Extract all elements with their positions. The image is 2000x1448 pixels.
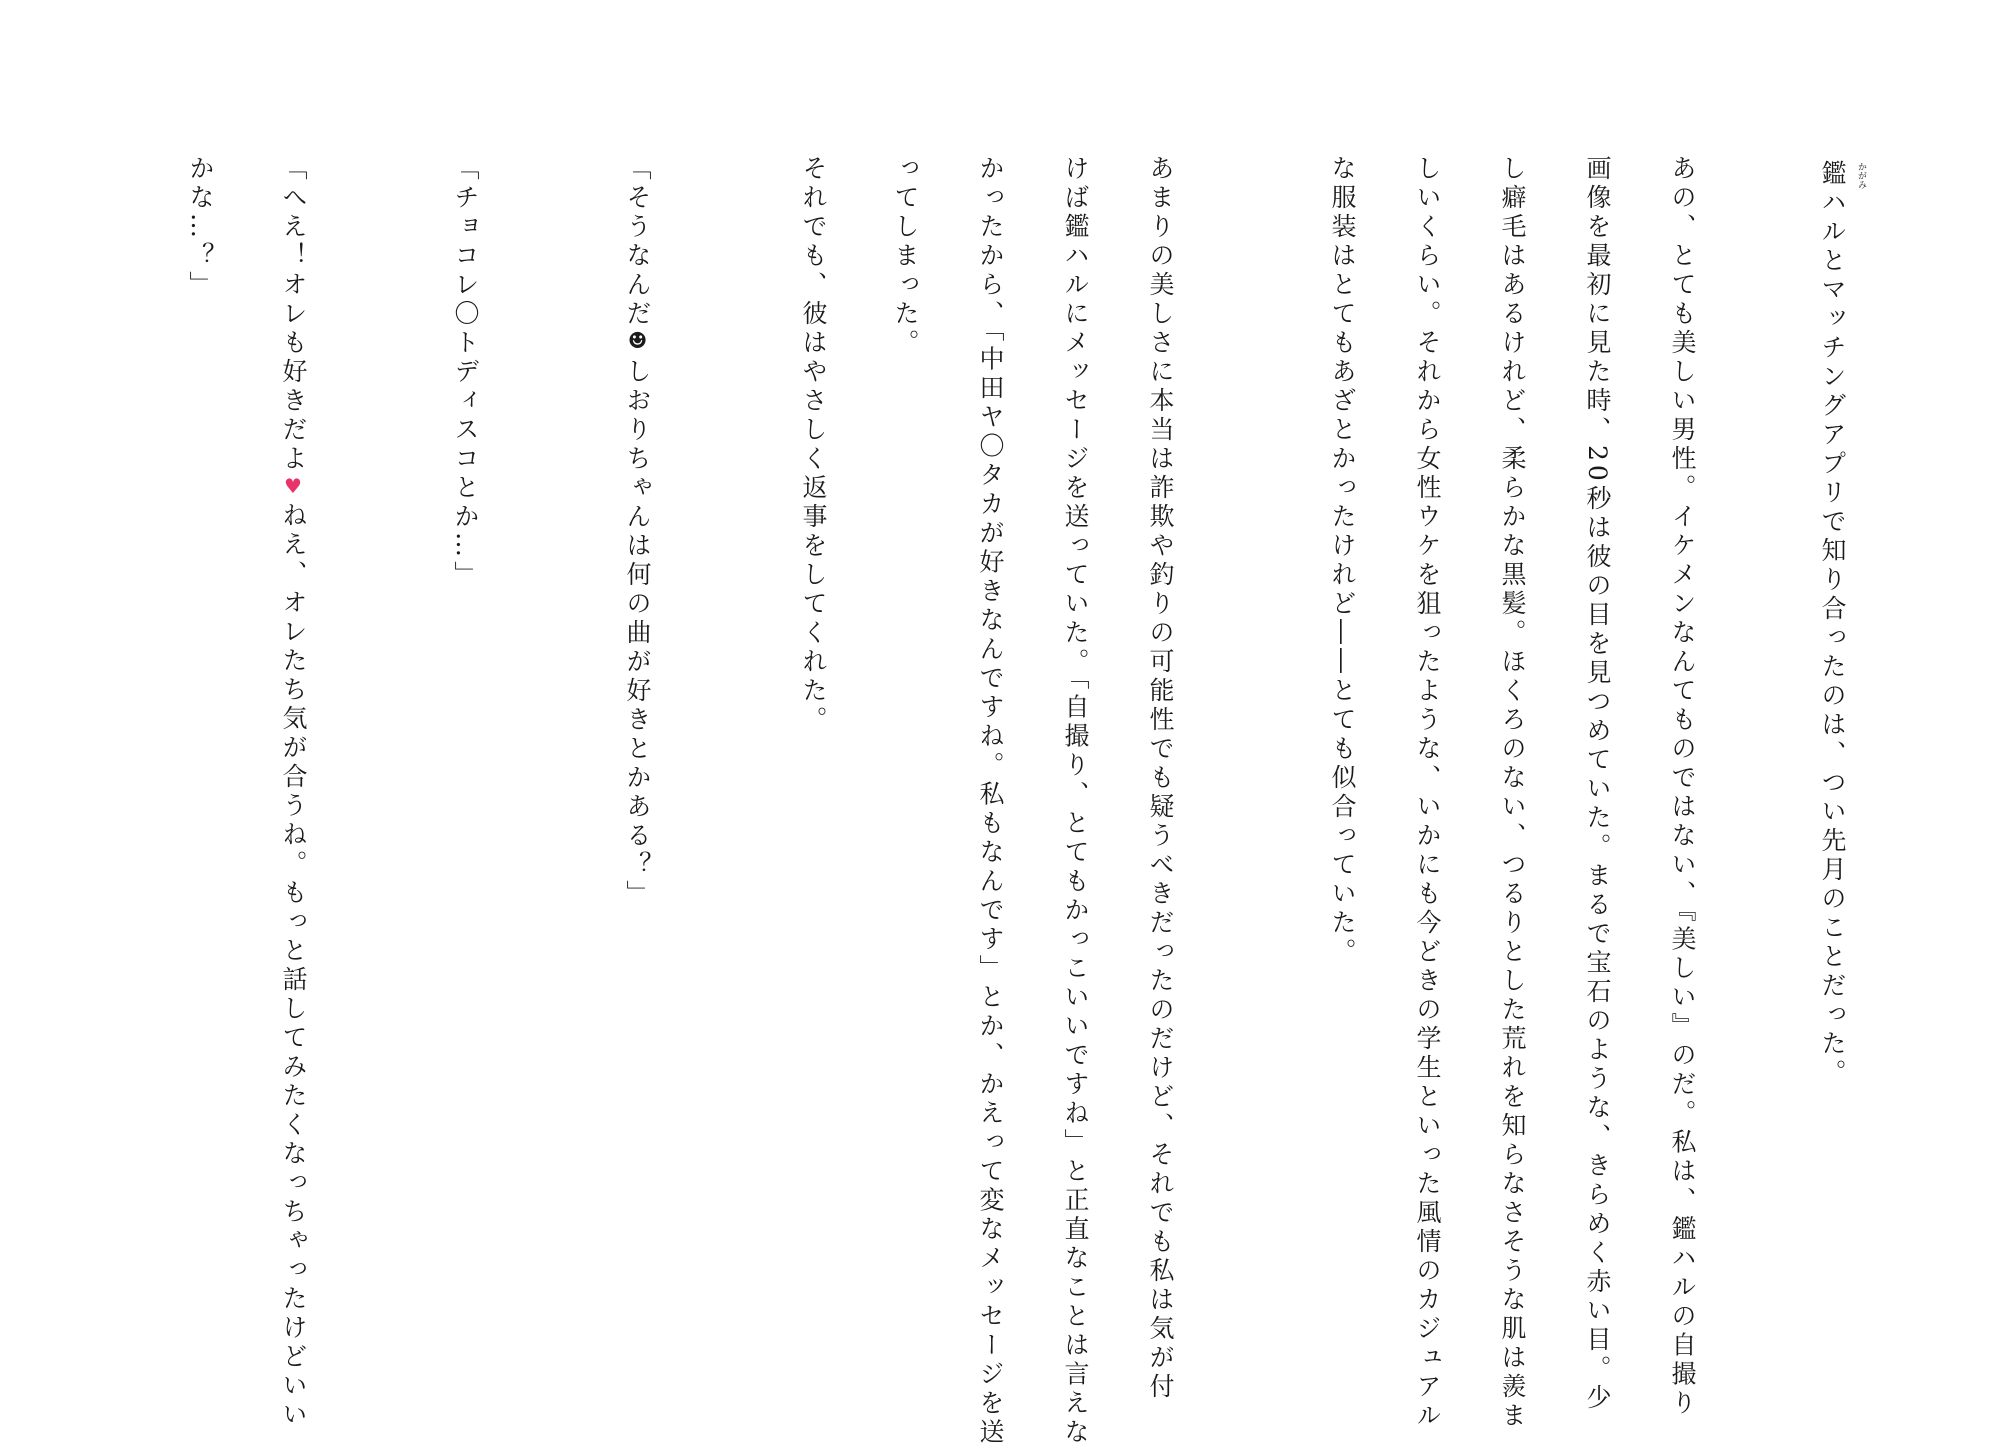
- dialogue-line-3: [273, 155, 313, 1430]
- text-column-2: [1662, 155, 1702, 1419]
- column-text: かったから、「中田ヤ〇タカが好きなんですね。私もなんです」とか、かえって変なメッセージを送: [976, 155, 1005, 1448]
- text-column-11: [793, 155, 833, 735]
- column-text: な服装はとてもあざとかったけれど――とても似合っていた。: [1328, 155, 1357, 967]
- heart-icon: ♥: [281, 474, 305, 502]
- ruby-group: [1812, 160, 1866, 189]
- dialogue-text: ねえ、オレたち気が合うね。もっと話してみたくなっちゃったけどいい: [279, 502, 308, 1430]
- text-column-8: [1055, 155, 1095, 1448]
- dialogue-line-1: [617, 155, 657, 909]
- column-text: それでも、彼はやさしく返事をしてくれた。: [799, 155, 828, 735]
- column-text: 画像を最初に見た時、20秒は彼の目を見つめていた。まるで宝石のような、きらめく赤い目。少: [1583, 155, 1612, 1413]
- text-column-10: [885, 155, 925, 358]
- dialogue-text: 「そうなんだ: [623, 155, 652, 329]
- text-column-4: [1492, 155, 1532, 1431]
- text-column-5: [1407, 155, 1447, 1431]
- ruby-base: 鑑: [1818, 160, 1847, 189]
- column-text: し癖毛はあるけれど、柔らかな黒髪。ほくろのない、つるりとした荒れを知らなさそうな肌は羨ま: [1498, 155, 1527, 1431]
- text-column-7: [1140, 155, 1180, 1402]
- dialogue-text: 「チョコレ〇トディスコとか…」: [451, 155, 480, 590]
- text-column-3: [1577, 155, 1617, 1413]
- text-column-6: [1322, 155, 1362, 967]
- ruby-reading: かがみ: [1856, 162, 1866, 189]
- dialogue-text: 「へえ！オレも好きだよ: [279, 155, 308, 474]
- column-text: けば鑑ハルにメッセージを送っていた。「自撮り、とてもかっこいいですね」と正直なことは言えな: [1061, 155, 1090, 1448]
- dialogue-text: しおりちゃんは何の曲が好きとかある？」: [623, 358, 652, 909]
- dialogue-line-4: [180, 155, 220, 300]
- column-text: しいくらい。それから女性ウケを狙ったような、いかにも今どきの学生といった風情のカジュアル: [1413, 155, 1442, 1431]
- column-text: あの、とても美しい男性。イケメンなんてものではない、『美しい』のだ。私は、鑑ハルの自撮り: [1668, 155, 1697, 1419]
- dialogue-text: かな…？」: [186, 155, 215, 300]
- column-text: ってしまった。: [891, 155, 920, 358]
- column-text: あまりの美しさに本当は詐欺や釣りの可能性でも疑うべきだったのだけど、それでも私は気が付: [1146, 155, 1175, 1402]
- text-column-1: [1812, 160, 1866, 1088]
- dialogue-line-2: [445, 155, 485, 590]
- column-text: ハルとマッチングアプリで知り合ったのは、つい先月のことだった。: [1818, 189, 1847, 1088]
- smiley-icon: ☻: [625, 329, 650, 358]
- text-column-9: [970, 155, 1010, 1448]
